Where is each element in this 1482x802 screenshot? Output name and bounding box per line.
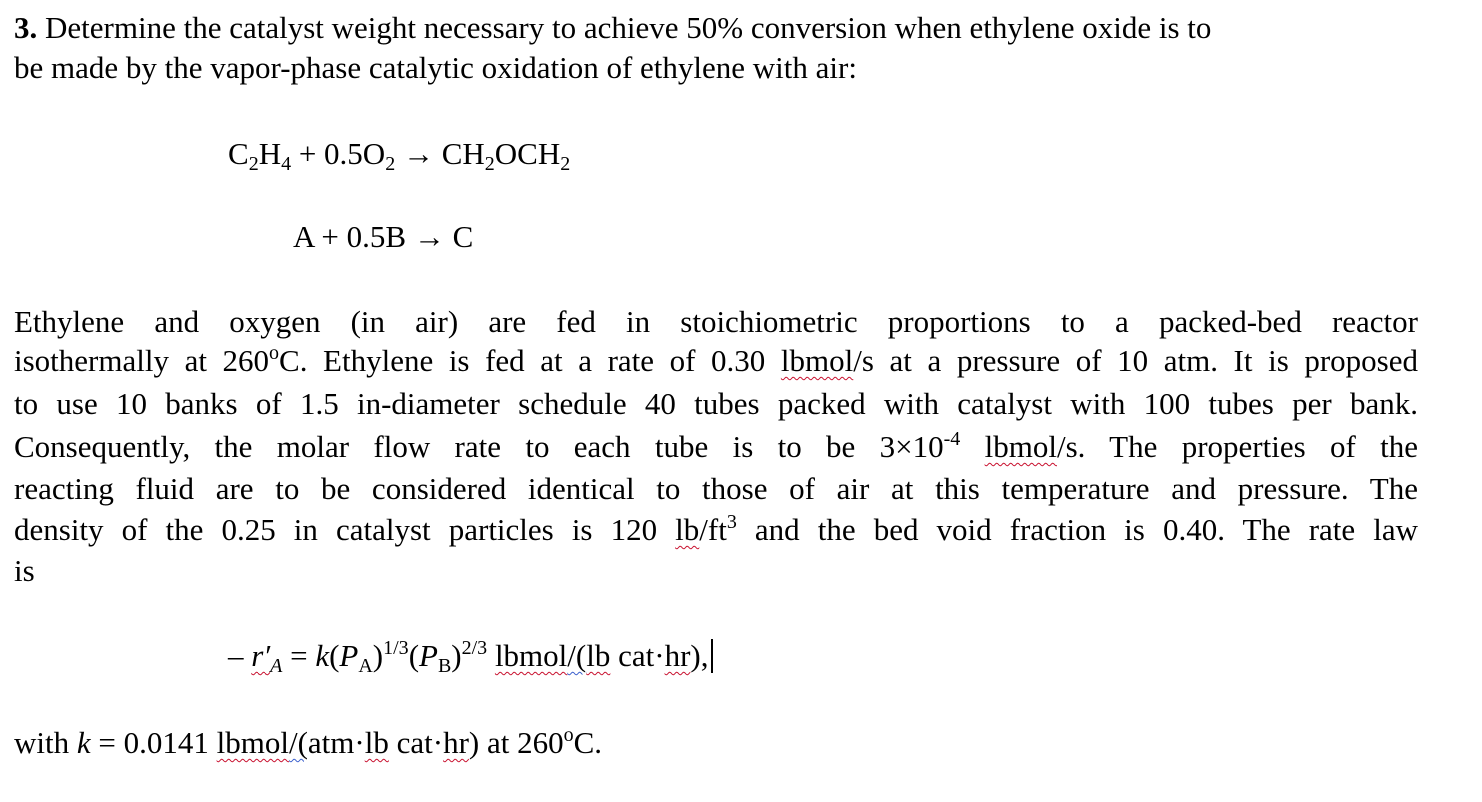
eq1-arrow: → CH: [395, 136, 485, 171]
equals-sign: =: [282, 638, 316, 673]
rate-constant-symbol: k: [76, 725, 91, 760]
spellcheck-word: hr: [443, 725, 469, 760]
eq1-h: H: [258, 136, 282, 171]
text-run: ): [372, 638, 384, 673]
degree-sup: o: [563, 724, 574, 746]
reaction-equation: [228, 134, 570, 174]
eq1-plus: + 0.5O: [291, 136, 386, 171]
grammar-check-mark: /(: [567, 638, 587, 673]
subscript: A: [270, 655, 283, 677]
text-run: ) at 260: [468, 725, 564, 760]
text-run: /ft: [699, 512, 727, 547]
paragraph-line-2: [14, 341, 1418, 381]
exponent-sup: 2/3: [461, 637, 488, 659]
text-run: ): [451, 638, 462, 673]
eq1-och: OCH: [494, 136, 561, 171]
exponent-sup: 1/3: [383, 637, 409, 659]
symbolic-equation: A + 0.5B → C: [293, 219, 474, 254]
eq1-sub: 2: [248, 153, 259, 175]
eq1-sub: 2: [385, 153, 396, 175]
paragraph-line-3: to use 10 banks of 1.5 in-diameter schedule 40 tubes packed with catalyst with 100 tubes per bank.: [14, 386, 1418, 421]
spellcheck-word: lb: [586, 638, 611, 673]
text-run: C.: [573, 725, 603, 760]
problem-intro-text: Determine the catalyst weight necessary to achieve 50% conversion when ethylene oxide is to: [45, 10, 1212, 45]
rate-symbol: [251, 638, 283, 677]
spellcheck-word: lb: [364, 725, 389, 760]
text-run: C. Ethylene is fed at a rate of 0.30: [279, 343, 781, 378]
text-run: r′: [251, 638, 271, 673]
rate-constant-line: [14, 723, 602, 763]
pressure-symbol: P: [339, 638, 359, 673]
pressure-symbol: P: [419, 638, 438, 673]
text-run: with: [14, 725, 77, 760]
problem-intro-line-1: [14, 8, 1211, 48]
text-cursor: [711, 639, 713, 673]
spellcheck-word: lbmol: [984, 429, 1057, 464]
text-run: ·: [354, 725, 365, 760]
problem-intro-line-2: be made by the vapor-phase catalytic oxidation of ethylene with air:: [14, 50, 857, 85]
exponent-sup: -4: [943, 428, 961, 450]
text-run: cat·: [610, 638, 665, 673]
eq1-sub: 2: [560, 153, 571, 175]
paragraph-line-4: [14, 427, 1418, 467]
text-run: = 0.0141: [90, 725, 217, 760]
text-run: density of the 0.25 in catalyst particles is 120: [14, 512, 676, 547]
subscript: A: [358, 655, 373, 677]
problem-number: 3.: [14, 10, 38, 45]
paragraph-line-1: Ethylene and oxygen (in air) are fed in stoichiometric proportions to a packed-bed reactor: [14, 304, 1418, 339]
text-run: /s at a pressure of 10 atm. It is proposed: [853, 343, 1419, 378]
paragraph-line-5: reacting fluid are to be considered identical to those of air at this temperature and pressure. The: [14, 471, 1418, 506]
degree-sup: o: [269, 342, 280, 364]
text-run: (: [329, 638, 340, 673]
text-run: ),: [690, 638, 709, 673]
text-run: atm: [307, 725, 355, 760]
eq1-c: C: [228, 136, 249, 171]
eq1-sub: 4: [281, 153, 292, 175]
text-run: Consequently, the molar flow rate to each tube is to be 3×10: [14, 429, 944, 464]
spellcheck-word: lbmol: [494, 638, 568, 673]
paragraph-line-6: [14, 510, 1418, 550]
spellcheck-word: lbmol: [216, 725, 289, 760]
text-run: isothermally at 260: [14, 343, 270, 378]
exponent-sup: 3: [726, 511, 737, 533]
minus-sign: –: [228, 638, 252, 673]
text-run: (: [408, 638, 420, 673]
eq1-sub: 2: [484, 153, 495, 175]
text-run: /s. The properties of the: [1056, 429, 1419, 464]
text-run: cat·: [388, 725, 444, 760]
text-run: and the bed void fraction is 0.40. The rate law: [736, 512, 1419, 547]
paragraph-line-7: is: [14, 553, 35, 588]
rate-law-equation[interactable]: [228, 636, 713, 676]
subscript: B: [437, 655, 452, 677]
rate-constant-symbol: k: [315, 638, 330, 673]
spellcheck-word: lbmol: [780, 343, 854, 378]
grammar-check-mark: /(: [288, 725, 308, 760]
spellcheck-word: hr: [664, 638, 691, 673]
spellcheck-word: lb: [675, 512, 700, 547]
